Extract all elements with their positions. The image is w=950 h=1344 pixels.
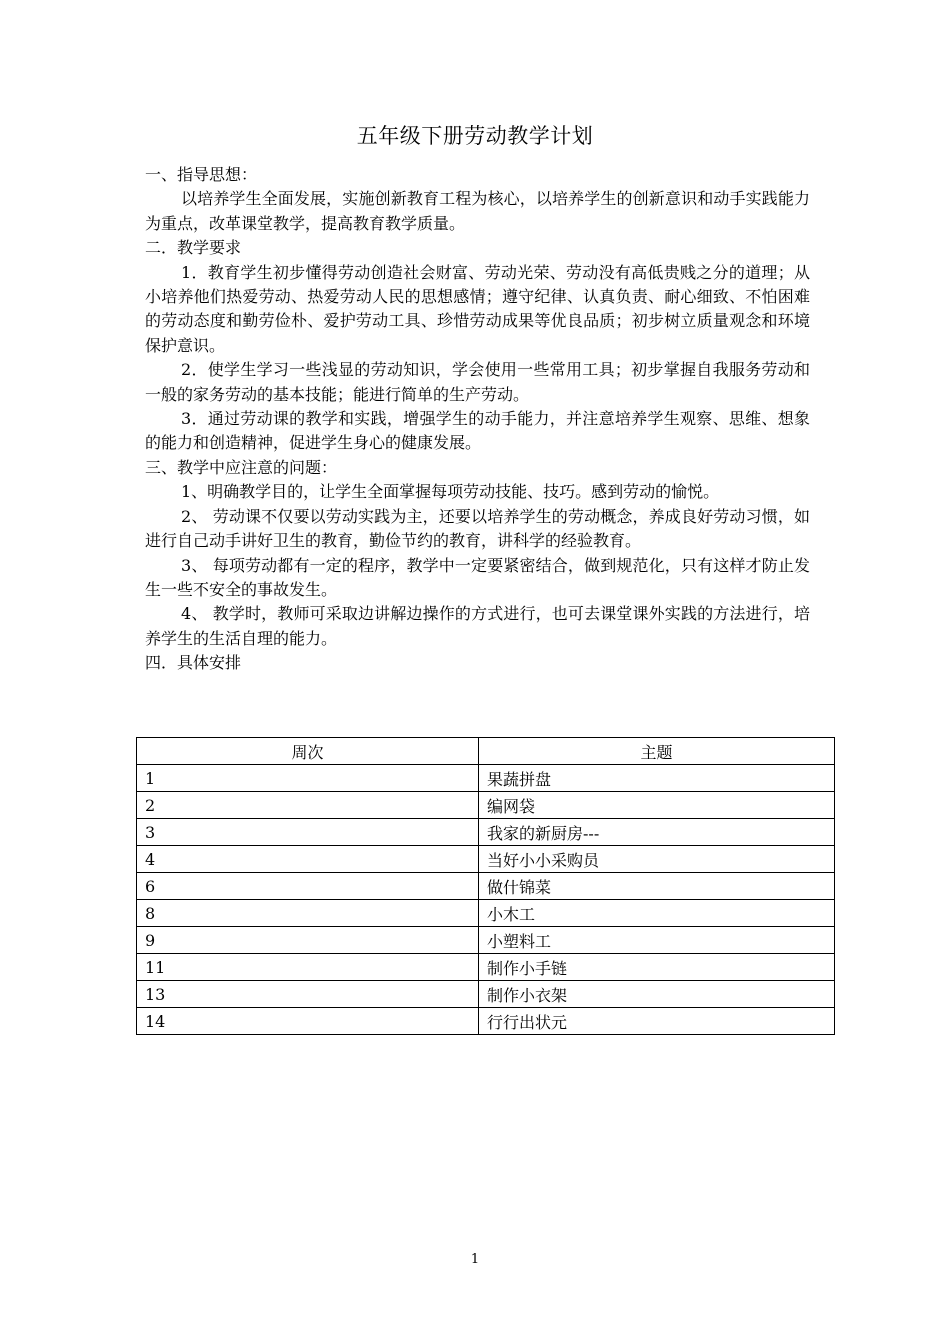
- week-cell: 11: [137, 954, 479, 981]
- paragraph: 3．通过劳动课的教学和实践，增强学生的动手能力，并注意培养学生观察、思维、想象的能力和创造精神，促进学生身心的健康发展。: [145, 409, 810, 453]
- topic-cell: 小木工: [479, 900, 835, 927]
- section-heading-schedule: 四．具体安排: [145, 653, 242, 673]
- section-heading-notes: 三、教学中应注意的问题：: [145, 457, 338, 477]
- topic-cell: 制作小手链: [479, 954, 835, 981]
- table-row: [137, 873, 835, 900]
- topic-cell: 当好小小采购员: [479, 846, 835, 873]
- week-cell: 2: [137, 792, 479, 819]
- week-cell: 8: [137, 900, 479, 927]
- section-heading-teaching-requirements: 二．教学要求: [145, 238, 242, 258]
- table-row: [137, 765, 835, 792]
- table-row: [137, 981, 835, 1008]
- table-row: [137, 927, 835, 954]
- document-body: [145, 163, 810, 676]
- topic-cell: 做什锦菜: [479, 873, 835, 900]
- table-row: [137, 900, 835, 927]
- week-cell: 1: [137, 765, 479, 792]
- week-cell: 6: [137, 873, 479, 900]
- topic-cell: 果蔬拼盘: [479, 765, 835, 792]
- paragraph: 2、 劳动课不仅要以劳动实践为主，还要以培养学生的劳动概念，养成良好劳动习惯，如进行自己动手讲好卫生的教育，勤俭节约的教育，讲科学的经验教育。: [145, 506, 810, 551]
- topic-cell: 小塑料工: [479, 927, 835, 954]
- topic-cell: 编网袋: [479, 792, 835, 819]
- paragraph: 1．教育学生初步懂得劳动创造社会财富、劳动光荣、劳动没有高低贵贱之分的道理；从小培养他们热爱劳动、热爱劳动人民的思想感情；遵守纪律、认真负责、耐心细致、不怕困难的劳动态度和勤劳俭朴、爱护劳动工具、珍惜劳动成果等优良品质；初步树立质量观念和环境保护意识。: [145, 262, 810, 355]
- paragraph: 1、明确教学目的，让学生全面掌握每项劳动技能、技巧。感到劳动的愉悦。: [181, 482, 720, 502]
- week-cell: 9: [137, 927, 479, 954]
- column-header-topic: 主题: [479, 738, 835, 765]
- paragraph: 3、 每项劳动都有一定的程序，教学中一定要紧密结合，做到规范化，只有这样才防止发生一些不安全的事故发生。: [145, 555, 810, 599]
- week-cell: 14: [137, 1008, 479, 1035]
- document-title: 五年级下册劳动教学计划: [356, 124, 594, 148]
- paragraph: 以培养学生全面发展，实施创新教育工程为核心，以培养学生的创新意识和动手实践能力为重点，改革课堂教学，提高教育教学质量。: [145, 189, 810, 233]
- table-row: [137, 954, 835, 981]
- week-cell: 4: [137, 846, 479, 873]
- week-cell: 13: [137, 981, 479, 1008]
- column-header-week: 周次: [137, 738, 479, 765]
- topic-cell: 我家的新厨房---: [479, 819, 835, 846]
- section-heading-guiding-thought: 一、指导思想：: [145, 165, 258, 184]
- topic-cell: 行行出状元: [479, 1008, 835, 1035]
- paragraph: 2．使学生学习一些浅显的劳动知识，学会使用一些常用工具；初步掌握自我服务劳动和一般的家务劳动的基本技能；能进行简单的生产劳动。: [145, 360, 810, 404]
- topic-cell: 制作小衣架: [479, 981, 835, 1008]
- schedule-table: [136, 737, 835, 1035]
- table-row: [137, 819, 835, 846]
- page-number: 1: [470, 1252, 480, 1267]
- table-row: [137, 792, 835, 819]
- table-row: [137, 846, 835, 873]
- week-cell: 3: [137, 819, 479, 846]
- table-row: [137, 1008, 835, 1035]
- paragraph: 4、 教学时，教师可采取边讲解边操作的方式进行，也可去课堂课外实践的方法进行，培养学生的生活自理的能力。: [145, 604, 810, 648]
- table-header-row: [137, 738, 835, 765]
